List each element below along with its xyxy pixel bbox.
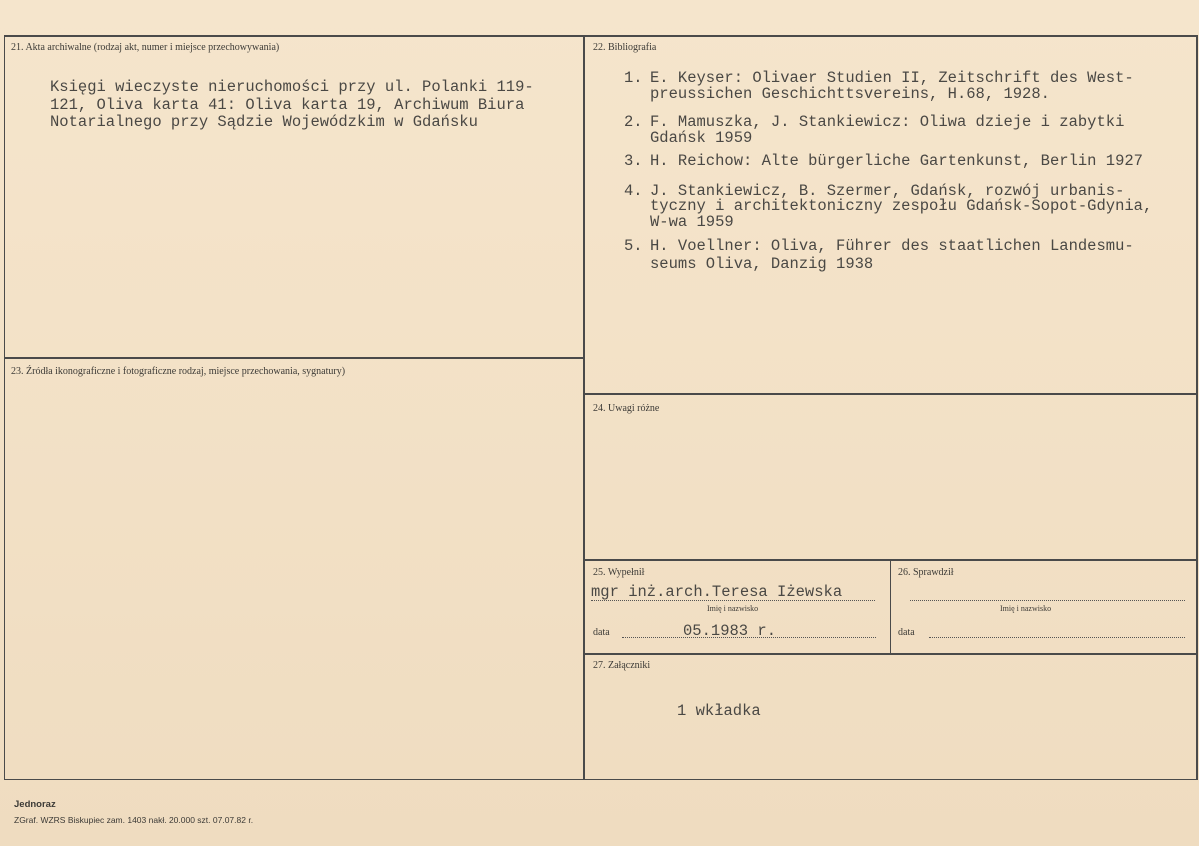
bibliography-item-1-line-2: preussichen Geschichttsvereins, H.68, 1928. <box>650 85 1050 103</box>
divider-25-27 <box>584 653 1197 655</box>
divider-25-26 <box>890 560 891 654</box>
field-22-header: 22. Bibliografia <box>593 42 657 53</box>
checked-by-name-line <box>910 600 1185 601</box>
field-21-header: 21. Akta archiwalne (rodzaj akt, numer i miejsce przechowywania) <box>11 42 280 53</box>
right-border <box>1196 35 1198 780</box>
checked-by-date-label: data <box>898 627 915 638</box>
footer-print-info: ZGraf. WZRS Biskupiec zam. 1403 nakł. 20.000 szt. 07.07.82 r. <box>14 815 254 825</box>
bibliography-item-4-line-1: J. Stankiewicz, B. Szermer, Gdańsk, rozwój urbanis- <box>650 182 1125 200</box>
field-21-line-3: Notarialnego przy Sądzie Wojewódzkim w Gdańsku <box>50 113 478 131</box>
top-border <box>4 35 1198 37</box>
filled-by-name-caption: Imię i nazwisko <box>707 604 759 613</box>
bottom-left-border <box>4 779 584 780</box>
divider-22-24 <box>584 393 1197 395</box>
bibliography-item-5-num: 5. <box>624 237 643 255</box>
field-21-line-2: 121, Oliva karta 41: Oliva karta 19, Archiwum Biura <box>50 96 525 114</box>
bibliography-item-3-num: 3. <box>624 152 643 170</box>
checked-by-name-caption: Imię i nazwisko <box>1000 604 1052 613</box>
center-divider <box>583 35 585 780</box>
filled-by-date-label: data <box>593 627 610 638</box>
bibliography-item-2-line-2: Gdańsk 1959 <box>650 129 753 147</box>
bibliography-item-4-line-3: W-wa 1959 <box>650 213 734 231</box>
filled-by-date-value: 05.1983 r. <box>683 622 777 640</box>
field-21-line-1: Księgi wieczyste nieruchomości przy ul. Polanki 119- <box>50 78 534 96</box>
divider-21-23 <box>4 357 584 359</box>
bottom-right-border <box>584 779 1197 780</box>
bibliography-item-4-line-2: tyczny i architektoniczny zespołu Gdańsk-Sopot-Gdynia, <box>650 197 1153 215</box>
bibliography-item-2-line-1: F. Mamuszka, J. Stankiewicz: Oliwa dzieje i zabytki <box>650 113 1125 131</box>
field-23-header: 23. Źródła ikonograficzne i fotograficzne rodzaj, miejsce przechowania, sygnatury) <box>11 366 346 377</box>
bibliography-item-4-num: 4. <box>624 182 643 200</box>
field-25-header: 25. Wypełnił <box>593 567 645 578</box>
filled-by-date-line <box>622 637 876 638</box>
bibliography-item-3-line-1: H. Reichow: Alte bürgerliche Gartenkunst, Berlin 1927 <box>650 152 1143 170</box>
footer-title: Jednoraz <box>14 799 56 810</box>
bibliography-item-1-line-1: E. Keyser: Olivaer Studien II, Zeitschrift des West- <box>650 69 1134 87</box>
filled-by-name-line <box>591 600 875 601</box>
field-24-header: 24. Uwagi różne <box>593 403 660 414</box>
bibliography-item-2-num: 2. <box>624 113 643 131</box>
left-border <box>4 35 5 780</box>
bibliography-item-1-num: 1. <box>624 69 643 87</box>
field-27-header: 27. Załączniki <box>593 660 651 671</box>
bibliography-item-5-line-2: seums Oliva, Danzig 1938 <box>650 255 874 273</box>
field-26-header: 26. Sprawdził <box>898 567 954 578</box>
bibliography-item-5-line-1: H. Voellner: Oliva, Führer des staatlichen Landesmu- <box>650 237 1134 255</box>
filled-by-name: mgr inż.arch.Teresa Iżewska <box>591 583 843 601</box>
checked-by-date-line <box>929 637 1185 638</box>
attachments-value: 1 wkładka <box>677 702 761 720</box>
